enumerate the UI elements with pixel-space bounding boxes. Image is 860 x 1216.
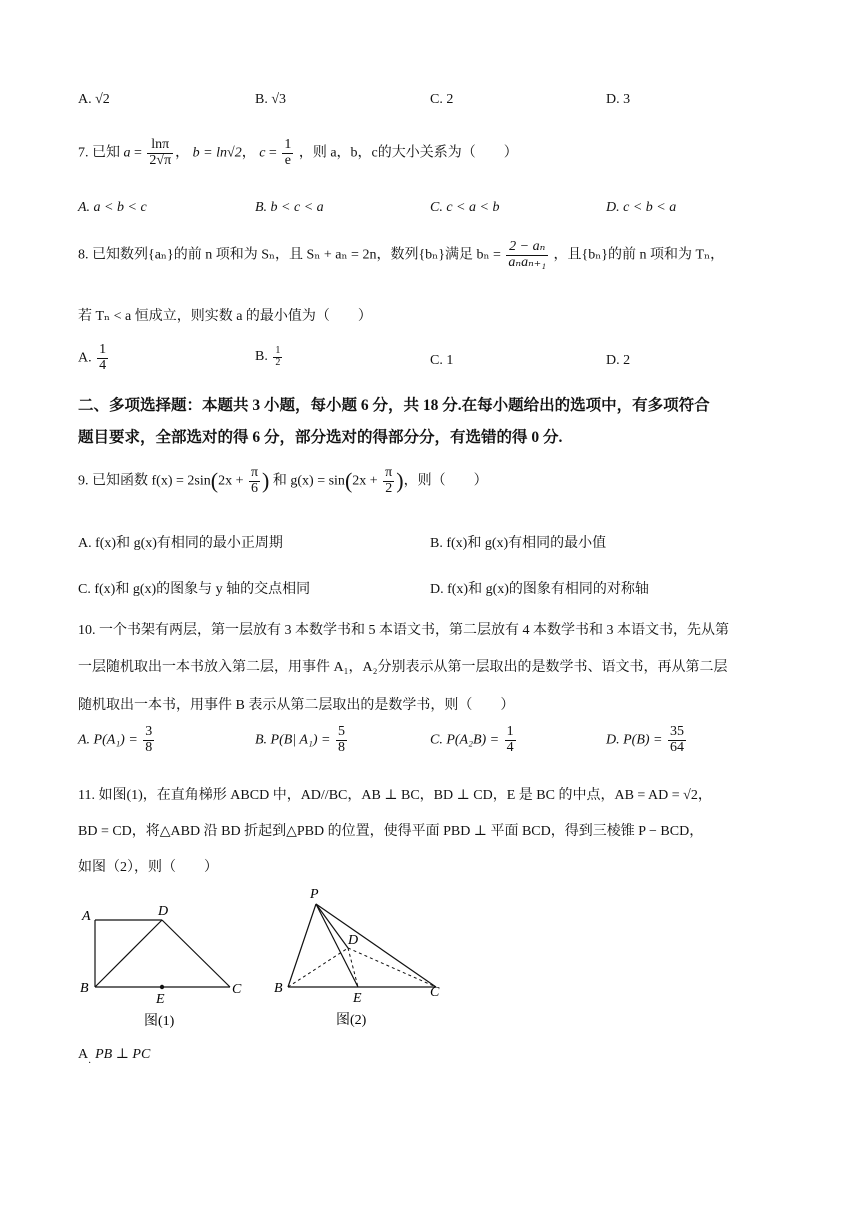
q8-option-c: C. 1 <box>430 353 454 368</box>
q7-option-c: C. c < a < b <box>430 200 500 215</box>
q8-option-a: A. $\frac{1}{4}$ <box>78 342 107 373</box>
edge-pb <box>288 904 316 987</box>
q6-option-a: A. √2 <box>78 92 110 107</box>
label-b: B <box>274 981 283 996</box>
q7-option-a: A. a < b < c <box>78 200 147 215</box>
label-a: A <box>82 909 91 924</box>
section2-heading-line2: 题目要求，全部选对的得 6 分，部分选对的得部分分，有选错的得 0 分. <box>78 429 563 446</box>
q11-stem-line2: BD = CD，将△ABD 沿 BD 折起到△PBD 的位置，使得平面 PBD ⊥ 平面 BCD，得到三棱锥 P − BCD， <box>78 824 704 839</box>
label-c: C <box>232 982 242 997</box>
figure-2-pyramid <box>270 882 460 1037</box>
q6-option-d: D. 3 <box>606 92 631 107</box>
q7-option-d: D. c < b < a <box>606 200 677 215</box>
q9-option-c: C. f(x)和 g(x)的图象与 y 轴的交点相同 <box>78 582 311 597</box>
figure-1-trapezoid <box>70 895 260 1035</box>
q8-option-d: D. 2 <box>606 353 631 368</box>
q10-stem-line3: 随机取出一本书，用事件 B 表示从第二层取出的是数学书，则（ ） <box>78 698 515 713</box>
q10-option-c: C. P(A₂B) = $\frac{1}{4}$ <box>430 724 514 755</box>
label-d: D <box>348 933 359 948</box>
q8-option-b: B. $\frac{1}{2}$ <box>255 345 281 368</box>
q10-option-d: D. P(B) = $\frac{35}{64}$ <box>606 724 684 755</box>
q7-stem: 7. 已知 a = $\frac{\ln\pi}{2√\pi}$ ， b = ln√2， c = $\frac{1}{e}$ ，则 a，b，c的大小关系为（ ） <box>78 137 518 168</box>
edge-pd <box>316 904 348 948</box>
q8-stem-line1: 8. 已知数列{aₙ}的前 n 项和为 Sₙ，且 Sₙ + aₙ = 2n，数列{bₙ}满足 bₙ = $\frac{\text{2 − aₙ}}{\text{aₙaₙ₊₁}}$ ，且{bₙ}的前 n 项和为 Tₙ， <box>78 239 725 270</box>
edge-bd <box>95 920 162 987</box>
label-d: D <box>158 904 169 919</box>
q11-stem-line1: 11. 如图(1)，在直角梯形 ABCD 中，AD//BC，AB ⊥ BC，BD ⊥ CD，E 是 BC 的中点，AB = AD = √2， <box>78 788 712 803</box>
edge-de-hidden <box>348 948 358 987</box>
label-e: E <box>353 991 362 1006</box>
q7-option-b: B. b < c < a <box>255 200 324 215</box>
q6-option-c: C. 2 <box>430 92 454 107</box>
edge-dc <box>162 920 230 987</box>
edge-bd-hidden <box>288 948 348 987</box>
stray-dot: · <box>88 1058 92 1069</box>
label-b: B <box>80 981 89 996</box>
q10-option-b: B. P(B| A₁) = $\frac{5}{8}$ <box>255 724 345 755</box>
figure-1-caption: 图(1) <box>144 1014 175 1029</box>
edge-pc <box>316 904 436 987</box>
point-e <box>160 985 164 989</box>
q9-option-a: A. f(x)和 g(x)有相同的最小正周期 <box>78 536 283 551</box>
q10-stem-line1: 10. 一个书架有两层，第一层放有 3 本数学书和 5 本语文书，第二层放有 4 本数学书和 3 本语文书，先从第 <box>78 623 729 638</box>
q8-stem-line2: 若 Tₙ < a 恒成立，则实数 a 的最小值为（ ） <box>78 309 372 324</box>
q10-option-a: A. P(A₁) = $\frac{3}{8}$ <box>78 724 153 755</box>
edge-dc-hidden <box>348 948 436 987</box>
q9-option-b: B. f(x)和 g(x)有相同的最小值 <box>430 536 607 551</box>
label-e: E <box>156 992 165 1007</box>
q11-option-a: A PB ⊥ PC <box>78 1047 151 1062</box>
label-c: C <box>430 985 440 1000</box>
label-p: P <box>310 887 319 902</box>
q9-stem: 9. 已知函数 f(x) = 2sin(2x + $\frac{\pi}{6}$ ) 和 g(x) = sin(2x + $\frac{\pi}{2}$ )，则（ ） <box>78 465 488 496</box>
q9-option-d: D. f(x)和 g(x)的图象有相同的对称轴 <box>430 582 649 597</box>
q6-option-b: B. √3 <box>255 92 287 107</box>
section2-heading-line1: 二、多项选择题：本题共 3 小题，每小题 6 分，共 18 分.在每小题给出的选项中，有多项符合 <box>78 397 710 414</box>
figure-2-caption: 图(2) <box>336 1013 367 1028</box>
q10-stem-line2: 一层随机取出一本书放入第二层，用事件 A₁，A₂分别表示从第一层取出的是数学书、语文书，再从第二层 <box>78 660 728 675</box>
q11-stem-line3: 如图（2），则（ ） <box>78 860 218 875</box>
